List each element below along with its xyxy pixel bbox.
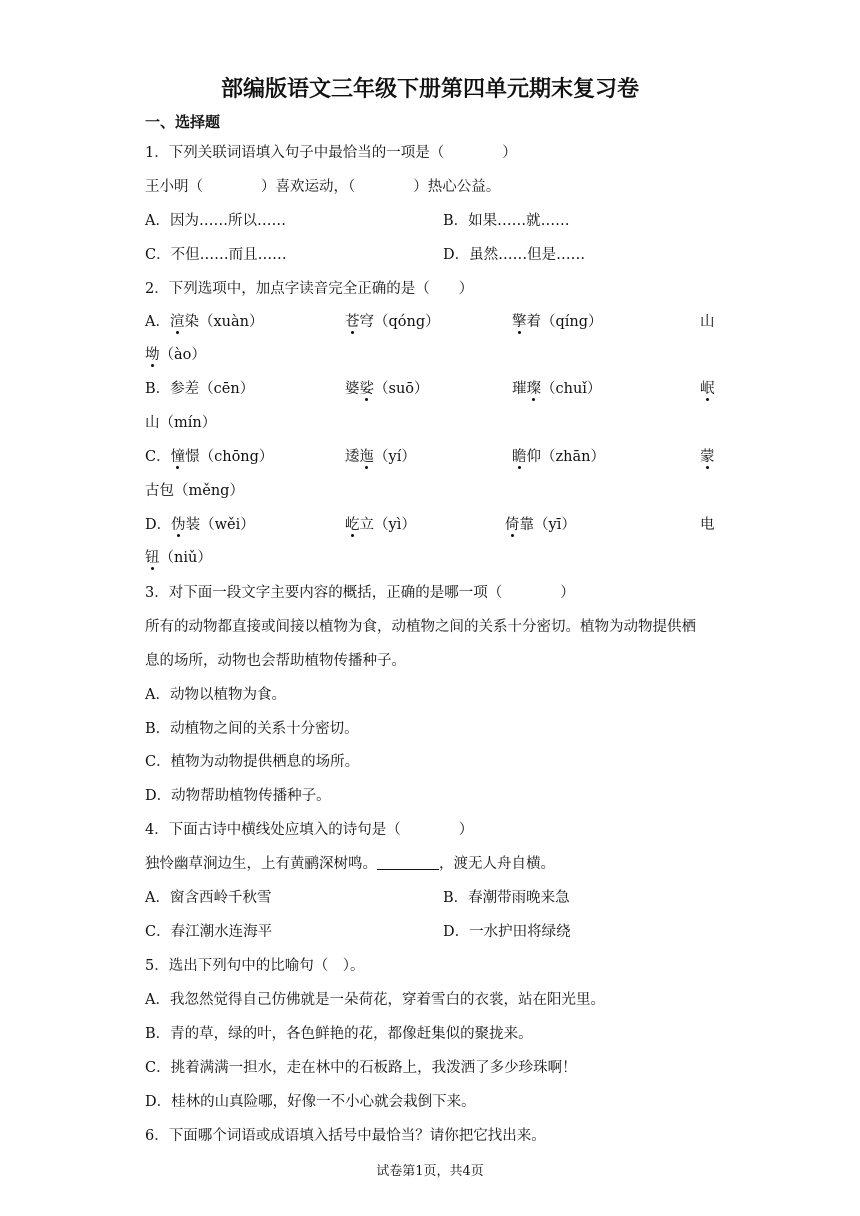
page-footer: 试卷第1页，共4页 [376,1164,484,1179]
question-4-option-a[interactable]: A．窗含西岭千秋雪 [145,890,272,906]
question-2-option-d-word-4-cont: 钮（niǔ） [145,550,212,566]
page-title: 部编版语文三年级下册第四单元期末复习卷 [220,77,639,102]
question-4-option-b[interactable]: B．春潮带雨晚来急 [443,890,570,906]
question-3-option-d[interactable]: D．动物帮助植物传播种子。 [145,788,331,804]
question-2-stem: 2．下列选项中，加点字读音完全正确的是（ ） [145,281,474,297]
question-4-stem: 4．下面古诗中横线处应填入的诗句是（ ） [145,822,474,838]
question-3-passage-line-1: 所有的动物都直接或间接以植物为食，动植物之间的关系十分密切。植物为动物提供栖 [145,619,696,635]
question-2-option-a-word-4: 山 [700,314,715,330]
question-2-option-c-word-1[interactable]: C．憧憬（chōng） [145,449,274,465]
question-2-option-c-word-3: 瞻仰（zhān） [512,449,605,465]
question-2-option-d-word-3: 倚靠（yī） [505,517,576,533]
question-5-option-c[interactable]: C．挑着满满一担水，走在林中的石板路上，我泼洒了多少珍珠啊！ [145,1060,577,1076]
question-1-sentence: 王小明（ ）喜欢运动，（ ）热心公益。 [145,179,501,195]
question-2-option-d-word-4: 电 [700,517,715,533]
question-2-option-b-word-4-cont: 山（mín） [145,415,217,431]
answer-blank[interactable] [377,855,439,870]
question-1-option-a[interactable]: A．因为……所以…… [145,213,286,229]
question-2-option-c-word-4: 蒙 [700,449,715,465]
question-3-option-c[interactable]: C．植物为动物提供栖息的场所。 [145,754,360,770]
question-1-option-b[interactable]: B．如果……就…… [443,213,570,229]
question-5-option-a[interactable]: A．我忽然觉得自己仿佛就是一朵荷花，穿着雪白的衣裳，站在阳光里。 [145,992,605,1008]
question-2-option-b-word-2: 婆娑（suō） [345,381,429,397]
question-3-option-a[interactable]: A．动物以植物为食。 [145,687,286,703]
question-5-option-b[interactable]: B．青的草，绿的叶，各色鲜艳的花，都像赶集似的聚拢来。 [145,1026,533,1042]
question-2-option-c-word-4-cont: 古包（měng） [145,483,244,499]
question-1-stem: 1．下列关联词语填入句子中最恰当的一项是（ ） [145,145,517,161]
question-3-passage-line-2: 息的场所，动物也会帮助植物传播种子。 [145,653,406,669]
question-5-stem: 5．选出下列句中的比喻句（ ）。 [145,958,365,974]
question-6-stem: 6．下面哪个词语或成语填入括号中最恰当？请你把它找出来。 [145,1128,546,1144]
question-2-option-b-word-1[interactable]: B．参差（cēn） [145,381,255,397]
question-2-option-d-word-2: 屹立（yì） [345,517,416,533]
question-1-option-d[interactable]: D．虽然……但是…… [443,247,586,263]
question-1-option-c[interactable]: C．不但……而且…… [145,247,287,263]
question-2-option-b-word-3: 璀璨（chuǐ） [512,381,602,397]
question-4-poem: 独怜幽草涧边生，上有黄鹂深树鸣。 ，渡无人舟自横。 [145,856,555,872]
question-2-option-a-word-2: 苍穹（qóng） [345,314,440,330]
question-3-option-b[interactable]: B．动植物之间的关系十分密切。 [145,721,359,737]
question-4-option-c[interactable]: C．春江潮水连海平 [145,924,273,940]
question-2-option-c-word-2: 逶迤（yí） [345,449,416,465]
question-2-option-a-word-4-cont: 坳（ào） [145,347,206,363]
question-2-option-a-word-1[interactable]: A．渲染（xuàn） [145,314,264,330]
question-3-stem: 3．对下面一段文字主要内容的概括，正确的是哪一项（ ） [145,585,575,601]
question-2-option-b-word-4: 岷 [700,381,715,397]
question-2-option-a-word-3: 擎着（qíng） [512,314,603,330]
question-4-option-d[interactable]: D．一水护田将绿绕 [443,924,571,940]
question-5-option-d[interactable]: D．桂林的山真险哪，好像一不小心就会栽倒下来。 [145,1094,476,1110]
section-heading: 一、选择题 [145,113,221,131]
question-2-option-d-word-1[interactable]: D．伪装（wěi） [145,517,255,533]
